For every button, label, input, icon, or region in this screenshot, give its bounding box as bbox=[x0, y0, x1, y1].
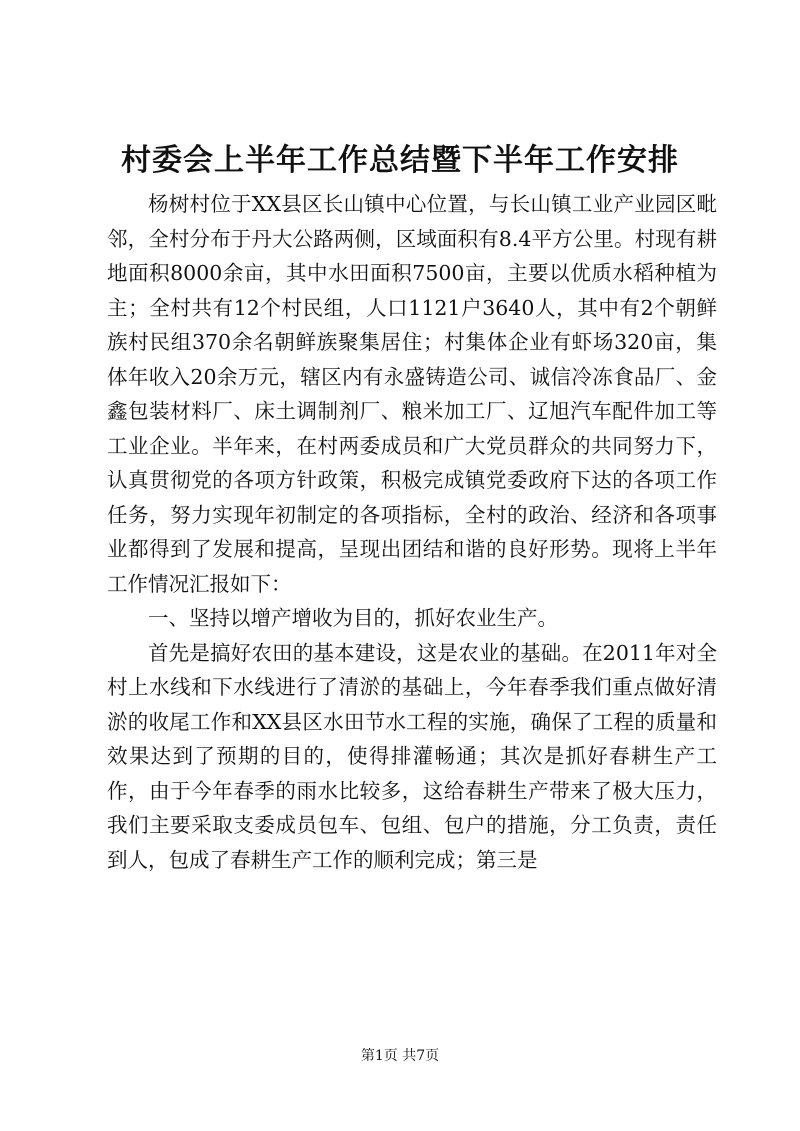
paragraph-farmland: 首先是搞好农田的基本建设，这是农业的基础。在2011年对全村上水线和下水线进行了清淤的基础上，今年春季我们重点做好清淤的收尾工作和XX县区水田节水工程的实施，确保了工程的质量和效果达到了预期的目的，使得排灌畅通；其次是抓好春耕生产工作，由于今年春季的雨水比较多，这给春耕生产带来了极大压力，我们主要采取支委成员包车、包组、包户的措施，分工负责，责任到人，包成了春耕生产工作的顺利完成；第三是 bbox=[107, 640, 717, 872]
page-footer: 第1页 共7页 bbox=[360, 1048, 440, 1064]
paragraph-intro: 杨树村位于XX县区长山镇中心位置，与长山镇工业产业园区毗邻，全村分布于丹大公路两侧，区域面积有8.4平方公里。村现有耕地面积8000余亩，其中水田面积7500亩，主要以优质水稻种植为主；全村共有12个村民组，人口1121户3640人，其中有2个朝鲜族村民组370余名朝鲜族聚集居住；村集体企业有虾场320亩，集体年收入20余万元，辖区内有永盛铸造公司、诚信冷冻食品厂、金鑫包装材料厂、床土调制剂厂、粮米加工厂、辽旭汽车配件加工等工业企业。半年来，在村两委成员和广大党员群众的共同努力下，认真贯彻党的各项方针政策，积极完成镇党委政府下达的各项工作任务，努力实现年初制定的各项指标，全村的政治、经济和各项事业都得到了发展和提高，呈现出团结和谐的良好形势。现将上半年工作情况汇报如下： bbox=[107, 192, 717, 596]
document-title: 村委会上半年工作总结暨下半年工作安排 bbox=[121, 143, 679, 178]
paragraph-section-heading: 一、坚持以增产增收为目的，抓好农业生产。 bbox=[148, 606, 558, 630]
document-body bbox=[107, 187, 717, 877]
